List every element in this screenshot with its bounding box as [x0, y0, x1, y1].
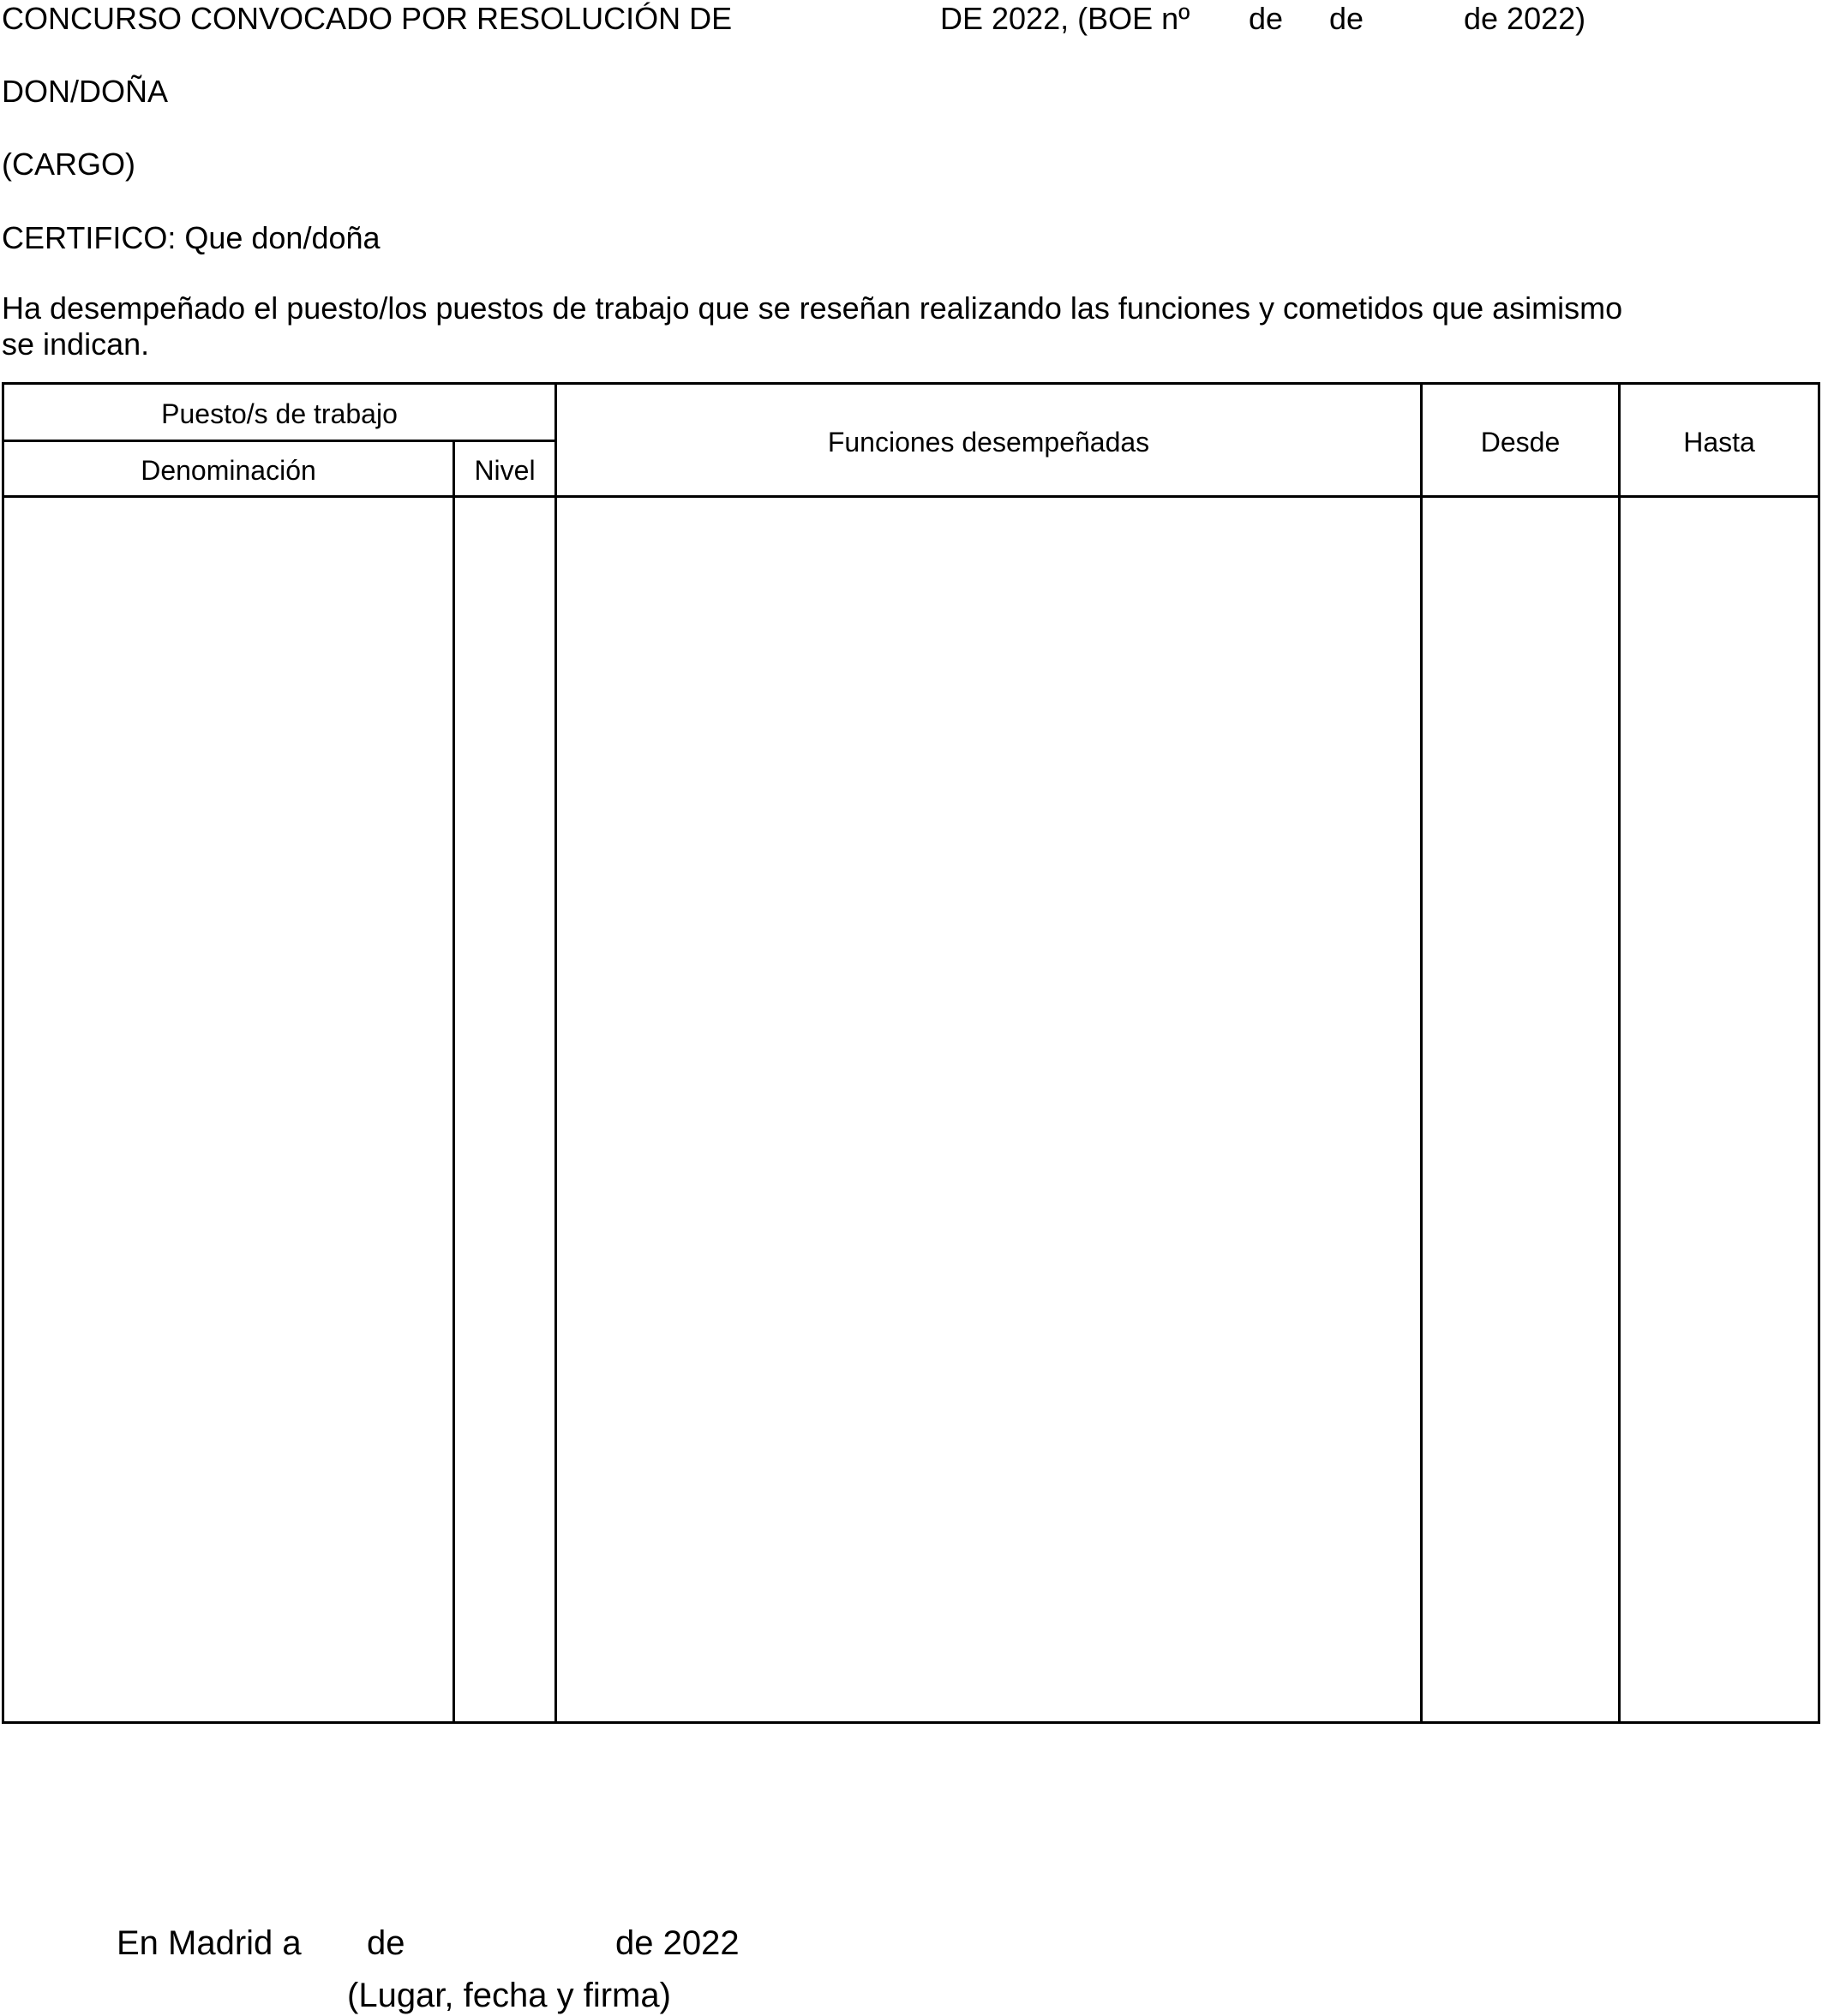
resolution-line-text-1: CONCURSO CONVOCADO POR RESOLUCIÓN DE	[2, 1, 733, 36]
place-date-text-2: de	[367, 1924, 405, 1962]
cell-hasta-empty[interactable]	[1621, 498, 1818, 1721]
header-denominacion: Denominación	[141, 455, 316, 486]
don-dona-label: DON/DOÑA	[2, 74, 169, 109]
cell-nivel-empty[interactable]	[455, 498, 554, 1721]
header-nivel: Nivel	[474, 455, 536, 486]
table-subheader-divider	[4, 440, 557, 442]
place-date-text-1: En Madrid a	[117, 1924, 302, 1962]
resolution-line-text-2: DE 2022, (BOE nº	[940, 1, 1190, 36]
cell-denominacion-empty[interactable]	[4, 498, 453, 1721]
resolution-line-text-3: de	[1249, 1, 1284, 36]
signature-caption: (Lugar, fecha y firma)	[347, 1977, 671, 2014]
place-date-text-3: de 2022	[615, 1924, 740, 1962]
resolution-line-text-5: de 2022)	[1464, 1, 1586, 36]
cargo-label: (CARGO)	[2, 147, 135, 182]
cell-funciones-empty[interactable]	[557, 498, 1420, 1721]
resolution-line	[0, 2, 1822, 36]
intro-paragraph-line-2: se indican.	[2, 326, 150, 362]
cell-desde-empty[interactable]	[1423, 498, 1618, 1721]
place-date-line	[0, 1924, 1822, 1962]
header-puestos-de-trabajo: Puesto/s de trabajo	[161, 398, 398, 429]
resolution-line-text-4: de	[1329, 1, 1364, 36]
intro-paragraph-line-1: Ha desempeñado el puesto/los puestos de trabajo que se reseñan realizando las funciones y cometidos que asimismo	[2, 290, 1623, 326]
header-desde: Desde	[1480, 427, 1561, 458]
certifico-label: CERTIFICO: Que don/doña	[2, 220, 381, 255]
header-hasta: Hasta	[1683, 427, 1755, 458]
positions-table	[2, 382, 1820, 1724]
header-funciones-desempenadas: Funciones desempeñadas	[827, 427, 1150, 458]
